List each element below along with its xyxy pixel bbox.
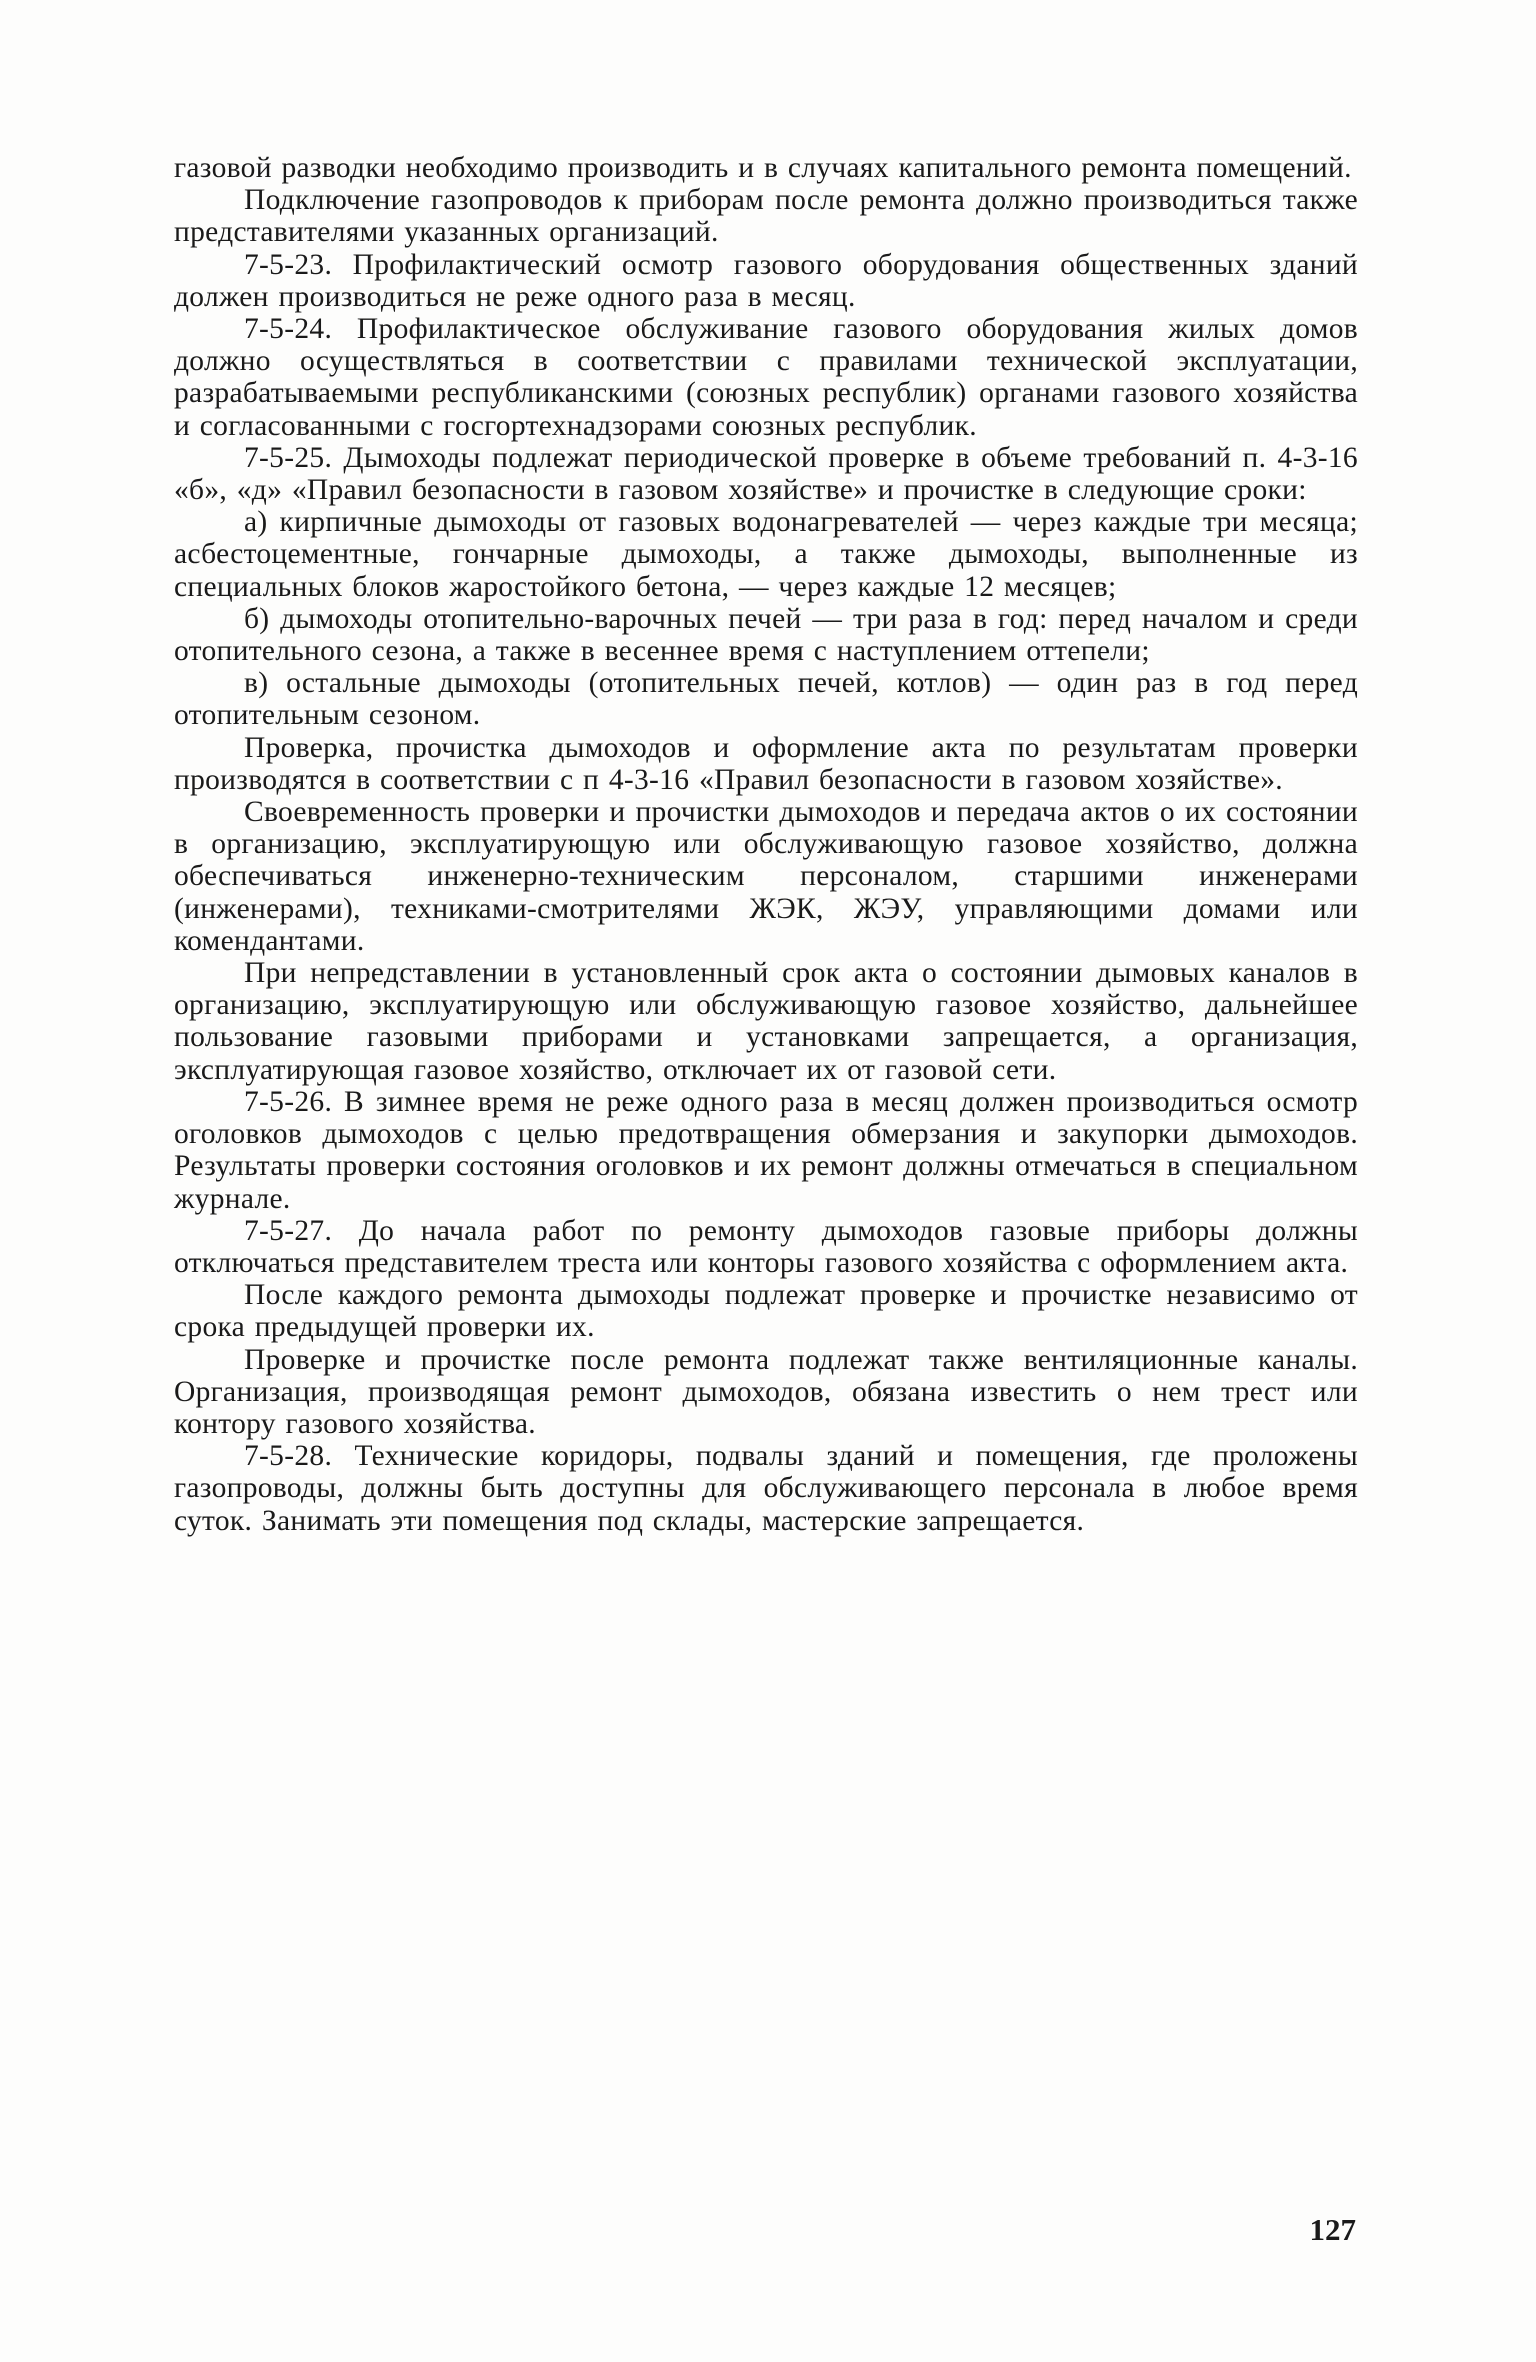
paragraph-non-submission: При непредставлении в установленный срок акта о состоянии дымовых каналов в организацию, эксплуатирующую или обслуживающую газовое хозяйство, дальнейшее пользование газовыми приборами и установками запрещается, а организация, эксплуатирующая газовое хозяйство, отключает их от газовой сети. bbox=[174, 957, 1358, 1086]
paragraph-7-5-26: 7-5-26. В зимнее время не реже одного раза в месяц должен производиться осмотр оголовков дымоходов с целью предотвращения обмерзания и закупорки дымоходов. Результаты проверки состояния оголовков и их ремонт должны отмечаться в специальном журнале. bbox=[174, 1085, 1358, 1215]
list-item-v: в) остальные дымоходы (отопительных печей, котлов) — один раз в год перед отопительным сезоном. bbox=[174, 667, 1358, 732]
paragraph-timeliness: Своевременность проверки и прочистки дымоходов и передача актов о их состоянии в организацию, эксплуатирующую или обслуживающую газовое хозяйство, должна обеспечиваться инженерно-техническим персоналом, старшими инженерами (инженерами), техниками-смотрителями ЖЭК, ЖЭУ, управляющими домами или комендантами. bbox=[174, 796, 1358, 957]
paragraph-7-5-27: 7-5-27. До начала работ по ремонту дымоходов газовые приборы должны отключаться представителем треста или конторы газового хозяйства с оформлением акта. bbox=[174, 1214, 1358, 1279]
paragraph-gas-connection: Подключение газопроводов к приборам после ремонта должно производиться также представителями указанных организаций. bbox=[174, 184, 1358, 249]
list-item-b: б) дымоходы отопительно-варочных печей — три раза в год: перед началом и среди отопительного сезона, а также в весеннее время с наступлением оттепели; bbox=[174, 602, 1358, 668]
page-number: 127 bbox=[1309, 2212, 1356, 2247]
paragraph-7-5-28: 7-5-28. Технические коридоры, подвалы зданий и помещения, где проложены газопроводы, должны быть доступны для обслуживающего персонала в любое время суток. Занимать эти помещения под склады, мастерские запрещается. bbox=[174, 1440, 1358, 1537]
paragraph-inspection-act: Проверка, прочистка дымоходов и оформление акта по результатам проверки производятся в соответствии с п 4-3-16 «Правил безопасности в газовом хозяйстве». bbox=[174, 731, 1358, 796]
list-item-a: а) кирпичные дымоходы от газовых водонагревателей — через каждые три месяца; асбестоцементные, гончарные дымоходы, а также дымоходы, выполненные из специальных блоков жаростойкого бетона, — через каждые 12 месяцев; bbox=[174, 506, 1358, 603]
page-body-text bbox=[174, 152, 1358, 1537]
paragraph-7-5-24: 7-5-24. Профилактическое обслуживание газового оборудования жилых домов должно осуществляться в соответствии с правилами технической эксплуатации, разрабатываемыми республиканскими (союзных республик) органами газового хозяйства и согласованными с госгортехнадзорами союзных республик. bbox=[174, 313, 1358, 442]
paragraph-7-5-23: 7-5-23. Профилактический осмотр газового оборудования общественных зданий должен производиться не реже одного раза в месяц. bbox=[174, 248, 1358, 313]
paragraph-ventilation: Проверке и прочистке после ремонта подлежат также вентиляционные каналы. Организация, производящая ремонт дымоходов, обязана известить о нем трест или контору газового хозяйства. bbox=[174, 1343, 1358, 1440]
paragraph-after-repair: После каждого ремонта дымоходы подлежат проверке и прочистке независимо от срока предыдущей проверки их. bbox=[174, 1279, 1358, 1344]
paragraph-7-5-25: 7-5-25. Дымоходы подлежат периодической проверке в объеме требований п. 4-3-16 «б», «д» «Правил безопасности в газовом хозяйстве» и прочистке в следующие сроки: bbox=[174, 441, 1358, 507]
paragraph-continuation: газовой разводки необходимо производить и в случаях капитального ремонта помещений. bbox=[174, 152, 1352, 184]
